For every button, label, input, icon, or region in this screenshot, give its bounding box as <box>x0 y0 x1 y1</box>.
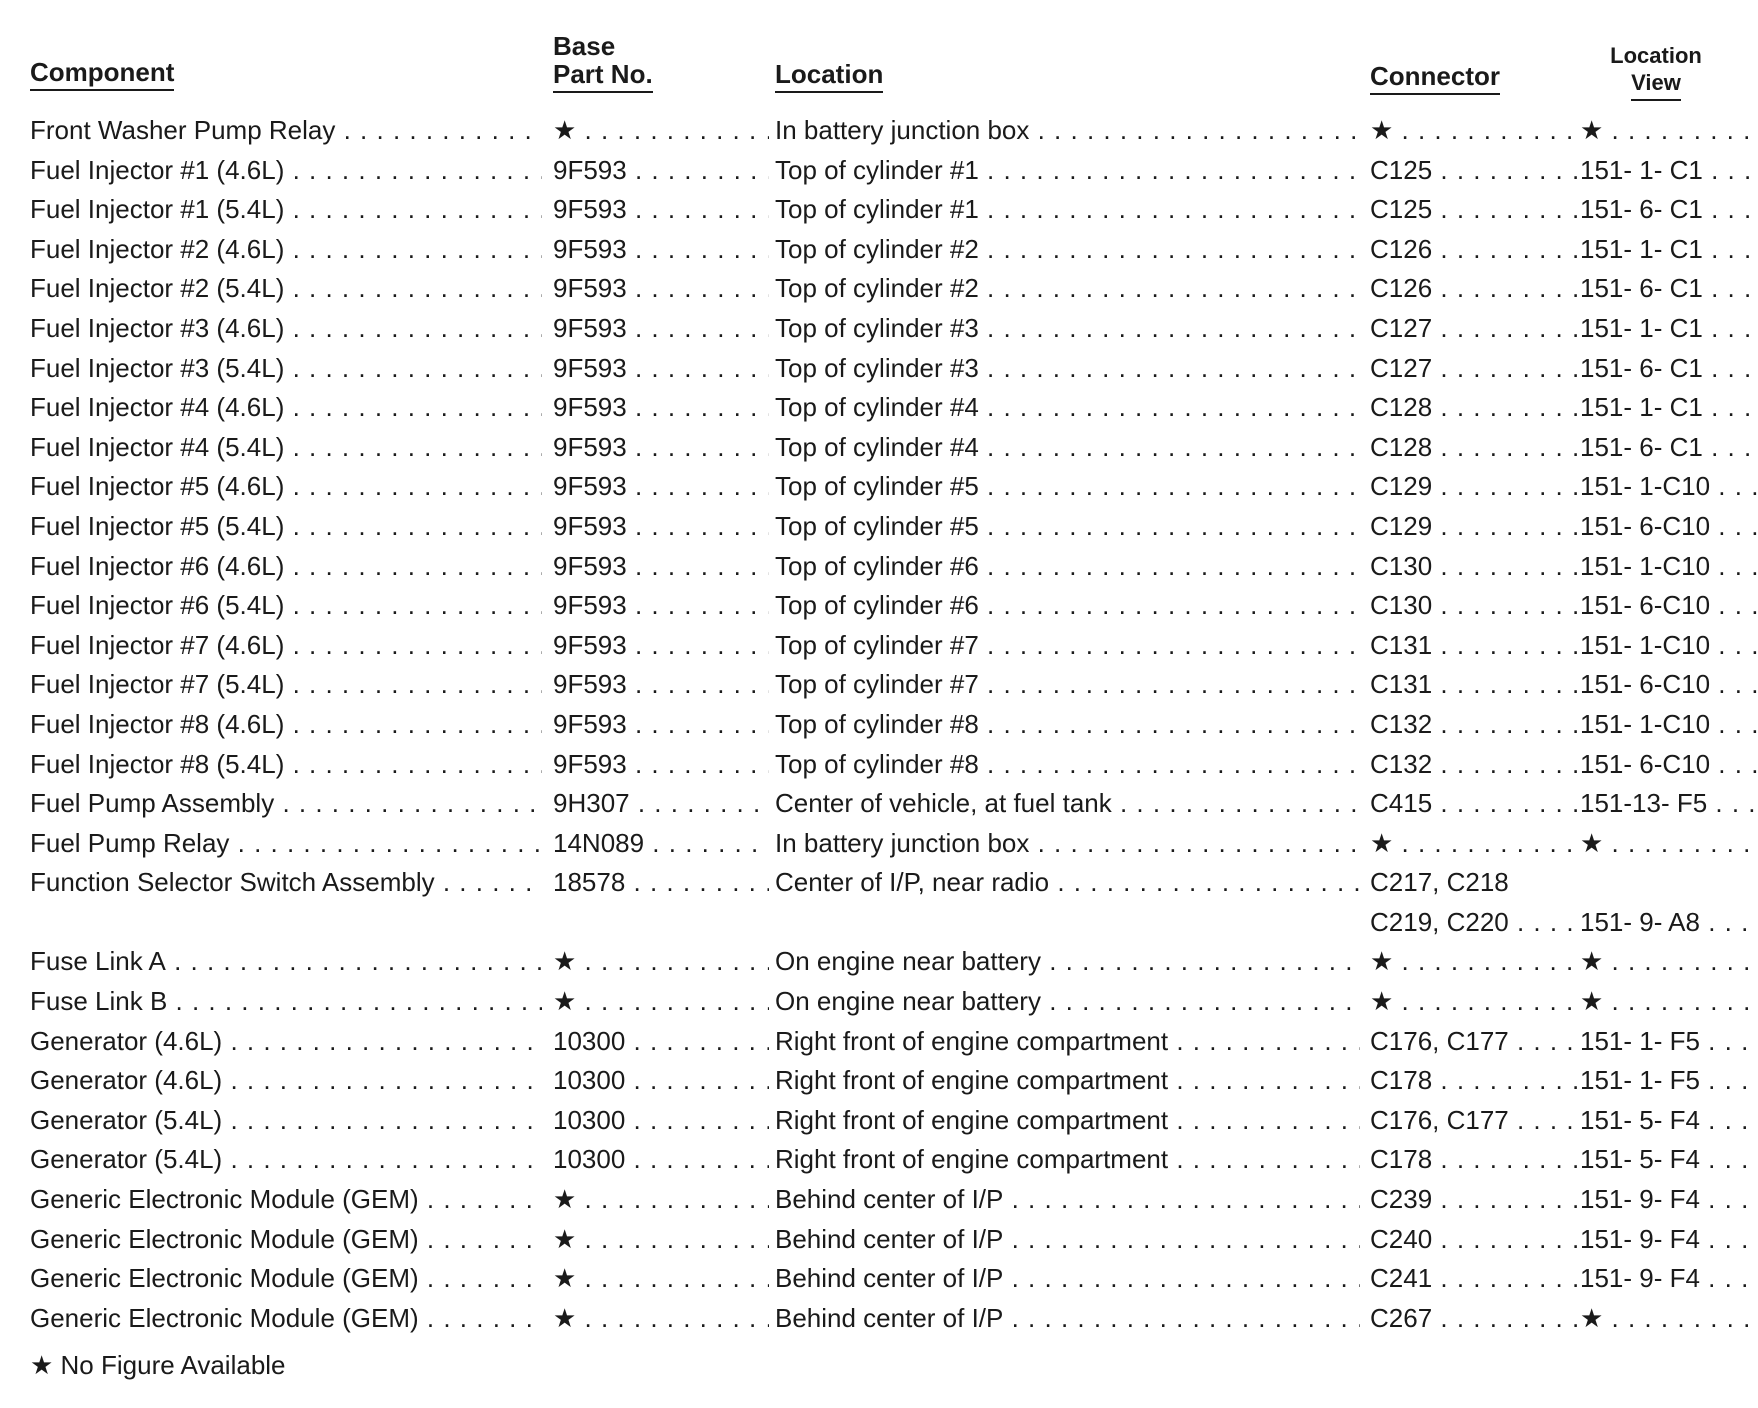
table-row <box>0 109 1758 149</box>
table-row <box>0 1138 1758 1178</box>
component-cell: Fuel Pump Relay . . . <box>30 826 542 860</box>
connector-cell: ★ . . . <box>1370 944 1578 978</box>
table-row <box>0 1218 1758 1258</box>
location-view-cell: 151- 1- F5 . . . <box>1580 1063 1758 1097</box>
table-row <box>0 347 1758 387</box>
header-location-view-top: Location <box>1610 43 1702 68</box>
base-part-no-cell: 9F593 . . . <box>553 153 769 187</box>
location-cell: Top of cylinder #4 . . . <box>775 390 1360 424</box>
location-view-cell: 151-13- F5 . . . <box>1580 786 1758 820</box>
location-cell: Top of cylinder #3 . . . <box>775 351 1360 385</box>
base-part-no-cell: 9F593 . . . <box>553 667 769 701</box>
connector-cell: C178 . . . <box>1370 1063 1578 1097</box>
connector-cell: C240 . . . <box>1370 1222 1578 1256</box>
table-row <box>0 267 1758 307</box>
table-row <box>0 782 1758 822</box>
component-cell: Fuse Link A . . . <box>30 944 542 978</box>
location-view-cell: 151- 6- C1 . . . <box>1580 430 1758 464</box>
location-view-cell: 151- 9- F4 . . . <box>1580 1261 1758 1295</box>
location-cell: Top of cylinder #3 . . . <box>775 311 1360 345</box>
component-cell: Fuel Injector #7 (5.4L) . . . <box>30 667 542 701</box>
base-part-no-cell: 9F593 . . . <box>553 390 769 424</box>
location-view-cell: 151- 1-C10 . . . <box>1580 628 1758 662</box>
connector-cell: C126 . . . <box>1370 232 1578 266</box>
location-cell: Top of cylinder #8 . . . <box>775 747 1360 781</box>
connector-cell: C129 . . . <box>1370 469 1578 503</box>
location-view-cell: ★ . . . <box>1580 1301 1758 1335</box>
base-part-no-cell: 9F593 . . . <box>553 588 769 622</box>
location-cell: Behind center of I/P . . . <box>775 1301 1360 1335</box>
connector-cell: C132 . . . <box>1370 747 1578 781</box>
table-row <box>0 1257 1758 1297</box>
location-cell: In battery junction box . . . <box>775 826 1360 860</box>
connector-cell: C131 . . . <box>1370 667 1578 701</box>
base-part-no-cell: 9F593 . . . <box>553 628 769 662</box>
connector-cell: C125 . . . <box>1370 192 1578 226</box>
header-location: Location <box>775 60 883 93</box>
connector-cell: C267 . . . <box>1370 1301 1578 1335</box>
location-cell: Top of cylinder #1 . . . <box>775 192 1360 226</box>
component-cell: Fuel Injector #7 (4.6L) . . . <box>30 628 542 662</box>
connector-cell: C127 . . . <box>1370 351 1578 385</box>
connector-cell: C127 . . . <box>1370 311 1578 345</box>
component-cell: Fuel Injector #1 (5.4L) . . . <box>30 192 542 226</box>
base-part-no-cell: 9F593 . . . <box>553 549 769 583</box>
connector-cell: C132 . . . <box>1370 707 1578 741</box>
base-part-no-cell: ★ . . . <box>553 1182 769 1216</box>
table-row <box>0 584 1758 624</box>
location-cell: Top of cylinder #1 . . . <box>775 153 1360 187</box>
location-cell: On engine near battery . . . <box>775 984 1360 1018</box>
location-cell: Top of cylinder #2 . . . <box>775 271 1360 305</box>
base-part-no-cell: 9F593 . . . <box>553 707 769 741</box>
table-row <box>0 624 1758 664</box>
base-part-no-cell: 14N089 . . . <box>553 826 769 860</box>
table-row <box>0 1178 1758 1218</box>
location-cell: Top of cylinder #7 . . . <box>775 667 1360 701</box>
table-row <box>0 940 1758 980</box>
component-cell: Fuel Injector #1 (4.6L) . . . <box>30 153 542 187</box>
location-cell: Top of cylinder #7 . . . <box>775 628 1360 662</box>
location-cell: Behind center of I/P . . . <box>775 1261 1360 1295</box>
component-cell: Fuel Injector #2 (4.6L) . . . <box>30 232 542 266</box>
location-view-cell: 151- 1-C10 . . . <box>1580 707 1758 741</box>
location-cell: Top of cylinder #5 . . . <box>775 469 1360 503</box>
location-view-cell: 151- 6- C1 . . . <box>1580 271 1758 305</box>
location-cell: Top of cylinder #6 . . . <box>775 549 1360 583</box>
table-row <box>0 307 1758 347</box>
location-view-cell: 151- 6-C10 . . . <box>1580 588 1758 622</box>
table-header <box>0 0 1758 110</box>
location-view-cell: 151- 1- C1 . . . <box>1580 153 1758 187</box>
connector-cell: C176, C177 . . . <box>1370 1103 1578 1137</box>
base-part-no-cell: 10300 . . . <box>553 1024 769 1058</box>
location-cell: Behind center of I/P . . . <box>775 1222 1360 1256</box>
table-row <box>0 1099 1758 1139</box>
component-cell: Fuse Link B . . . <box>30 984 542 1018</box>
table-row <box>0 545 1758 585</box>
location-view-cell: ★ . . . <box>1580 944 1758 978</box>
component-cell: Generic Electronic Module (GEM) . . . <box>30 1222 542 1256</box>
connector-cell: C128 . . . <box>1370 390 1578 424</box>
component-cell: Fuel Injector #4 (4.6L) . . . <box>30 390 542 424</box>
base-part-no-cell: ★ . . . <box>553 984 769 1018</box>
location-cell: Top of cylinder #6 . . . <box>775 588 1360 622</box>
component-cell: Generic Electronic Module (GEM) . . . <box>30 1182 542 1216</box>
table-row <box>0 822 1758 862</box>
location-view-cell: 151- 9- F4 . . . <box>1580 1182 1758 1216</box>
location-cell: Center of I/P, near radio . . . <box>775 865 1360 899</box>
header-connector: Connector <box>1370 62 1500 95</box>
component-cell: Fuel Injector #6 (5.4L) . . . <box>30 588 542 622</box>
base-part-no-cell: ★ . . . <box>553 944 769 978</box>
component-cell: Front Washer Pump Relay . . . <box>30 113 542 147</box>
header-component: Component <box>30 58 174 91</box>
location-view-cell: 151- 6-C10 . . . <box>1580 747 1758 781</box>
component-cell: Generator (4.6L) . . . <box>30 1024 542 1058</box>
component-cell: Generic Electronic Module (GEM) . . . <box>30 1301 542 1335</box>
component-cell: Fuel Injector #5 (5.4L) . . . <box>30 509 542 543</box>
table-row <box>0 149 1758 189</box>
base-part-no-cell: 9F593 . . . <box>553 192 769 226</box>
connector-cell: C130 . . . <box>1370 588 1578 622</box>
component-cell: Fuel Injector #3 (4.6L) . . . <box>30 311 542 345</box>
base-part-no-cell: ★ . . . <box>553 1261 769 1295</box>
table-row <box>0 188 1758 228</box>
table-row <box>0 426 1758 466</box>
component-cell: Fuel Injector #3 (5.4L) . . . <box>30 351 542 385</box>
base-part-no-cell: 10300 . . . <box>553 1063 769 1097</box>
base-part-no-cell: 9H307 . . . <box>553 786 769 820</box>
table-row <box>0 703 1758 743</box>
connector-cell: C130 . . . <box>1370 549 1578 583</box>
location-view-cell: ★ . . . <box>1580 984 1758 1018</box>
base-part-no-cell: ★ . . . <box>553 113 769 147</box>
location-cell: Top of cylinder #4 . . . <box>775 430 1360 464</box>
table-row <box>0 505 1758 545</box>
component-table-body <box>0 109 1758 1336</box>
location-cell: In battery junction box . . . <box>775 113 1360 147</box>
location-view-cell: 151- 1-C10 . . . <box>1580 549 1758 583</box>
base-part-no-cell: 9F593 . . . <box>553 430 769 464</box>
location-view-cell: 151- 6- C1 . . . <box>1580 351 1758 385</box>
location-view-cell: ★ . . . <box>1580 826 1758 860</box>
location-view-cell: 151- 1- F5 . . . <box>1580 1024 1758 1058</box>
location-view-cell: 151- 5- F4 . . . <box>1580 1103 1758 1137</box>
connector-cell-continued: C219, C220 . . . <box>1370 905 1578 939</box>
base-part-no-cell: 10300 . . . <box>553 1103 769 1137</box>
location-view-cell: 151- 6- C1 . . . <box>1580 192 1758 226</box>
header-base-part-bottom: Part No. <box>553 60 653 93</box>
location-view-cell: 151- 1- C1 . . . <box>1580 311 1758 345</box>
header-base-part-top: Base <box>553 31 616 61</box>
location-cell: Behind center of I/P . . . <box>775 1182 1360 1216</box>
table-row <box>0 1059 1758 1099</box>
component-cell: Fuel Injector #4 (5.4L) . . . <box>30 430 542 464</box>
component-cell: Fuel Pump Assembly . . . <box>30 786 542 820</box>
connector-cell: C239 . . . <box>1370 1182 1578 1216</box>
table-row <box>0 1297 1758 1337</box>
component-cell: Generator (4.6L) . . . <box>30 1063 542 1097</box>
component-cell: Function Selector Switch Assembly . . . <box>30 865 542 899</box>
base-part-no-cell: ★ . . . <box>553 1301 769 1335</box>
location-view-cell: 151- 1- C1 . . . <box>1580 390 1758 424</box>
location-cell: Top of cylinder #8 . . . <box>775 707 1360 741</box>
table-row <box>0 228 1758 268</box>
footnote: ★ No Figure Available <box>30 1350 286 1380</box>
table-row <box>0 1020 1758 1060</box>
connector-cell: C415 . . . <box>1370 786 1578 820</box>
component-cell: Generator (5.4L) . . . <box>30 1103 542 1137</box>
header-location-view <box>1596 42 1716 101</box>
header-base-part-no <box>553 32 653 93</box>
connector-cell: C176, C177 . . . <box>1370 1024 1578 1058</box>
base-part-no-cell: 18578 . . . <box>553 865 769 899</box>
location-view-cell: 151- 1- C1 . . . <box>1580 232 1758 266</box>
location-view-cell: 151- 5- F4 . . . <box>1580 1142 1758 1176</box>
location-cell: Right front of engine compartment . . . <box>775 1103 1360 1137</box>
connector-cell: ★ . . . <box>1370 984 1578 1018</box>
location-cell: Top of cylinder #5 . . . <box>775 509 1360 543</box>
connector-cell: C125 . . . <box>1370 153 1578 187</box>
connector-cell: C131 . . . <box>1370 628 1578 662</box>
base-part-no-cell: 9F593 . . . <box>553 469 769 503</box>
table-row <box>0 743 1758 783</box>
connector-cell: C178 . . . <box>1370 1142 1578 1176</box>
table-row <box>0 386 1758 426</box>
location-cell: Top of cylinder #2 . . . <box>775 232 1360 266</box>
table-row <box>0 861 1758 940</box>
base-part-no-cell: 9F593 . . . <box>553 509 769 543</box>
base-part-no-cell: 10300 . . . <box>553 1142 769 1176</box>
base-part-no-cell: 9F593 . . . <box>553 747 769 781</box>
connector-cell: ★ . . . <box>1370 113 1578 147</box>
location-cell: Right front of engine compartment . . . <box>775 1063 1360 1097</box>
location-cell: Right front of engine compartment . . . <box>775 1142 1360 1176</box>
location-view-cell: 151- 9- A8 . . . <box>1580 905 1758 939</box>
table-row <box>0 663 1758 703</box>
component-cell: Fuel Injector #8 (4.6L) . . . <box>30 707 542 741</box>
connector-cell: C241 . . . <box>1370 1261 1578 1295</box>
location-cell: Right front of engine compartment . . . <box>775 1024 1360 1058</box>
base-part-no-cell: 9F593 . . . <box>553 232 769 266</box>
location-cell: On engine near battery . . . <box>775 944 1360 978</box>
location-cell: Center of vehicle, at fuel tank . . . <box>775 786 1360 820</box>
component-cell: Fuel Injector #8 (5.4L) . . . <box>30 747 542 781</box>
base-part-no-cell: 9F593 . . . <box>553 351 769 385</box>
base-part-no-cell: ★ . . . <box>553 1222 769 1256</box>
base-part-no-cell: 9F593 . . . <box>553 311 769 345</box>
connector-cell: C129 . . . <box>1370 509 1578 543</box>
location-view-cell: 151- 6-C10 . . . <box>1580 509 1758 543</box>
location-view-cell: 151- 6-C10 . . . <box>1580 667 1758 701</box>
location-view-cell: ★ . . . <box>1580 113 1758 147</box>
base-part-no-cell: 9F593 . . . <box>553 271 769 305</box>
connector-cell: C128 . . . <box>1370 430 1578 464</box>
component-cell: Fuel Injector #2 (5.4L) . . . <box>30 271 542 305</box>
component-cell: Fuel Injector #6 (4.6L) . . . <box>30 549 542 583</box>
connector-cell: C126 . . . <box>1370 271 1578 305</box>
location-view-cell: 151- 1-C10 . . . <box>1580 469 1758 503</box>
header-location-view-bottom: View <box>1631 69 1681 101</box>
connector-cell: ★ . . . <box>1370 826 1578 860</box>
component-cell: Fuel Injector #5 (4.6L) . . . <box>30 469 542 503</box>
location-view-cell: 151- 9- F4 . . . <box>1580 1222 1758 1256</box>
component-cell: Generator (5.4L) . . . <box>30 1142 542 1176</box>
connector-cell: C217, C218 <box>1370 867 1509 898</box>
table-row <box>0 465 1758 505</box>
table-row <box>0 980 1758 1020</box>
component-cell: Generic Electronic Module (GEM) . . . <box>30 1261 542 1295</box>
